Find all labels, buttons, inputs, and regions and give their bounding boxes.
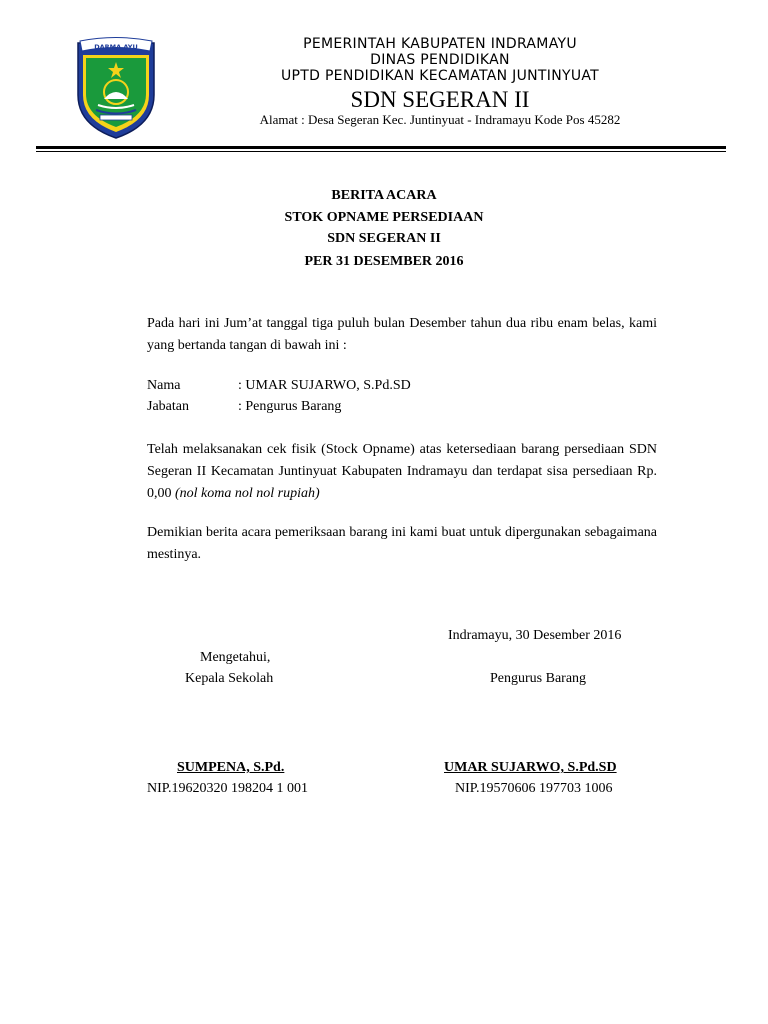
signature-left-nip: NIP.19620320 198204 1 001 <box>147 781 309 796</box>
letterhead-divider-thin <box>36 151 726 152</box>
signature-left-intro: Mengetahui, <box>200 650 271 665</box>
document-period: PER 31 DESEMBER 2016 <box>304 254 464 269</box>
field-nama-value: : UMAR SUJARWO, S.Pd.SD <box>238 378 411 393</box>
statement-text: Telah melaksanakan cek fisik (Stock Opname) atas ketersediaan barang persediaan SDN Segeran II Kecamatan Juntinyuat Kabupaten Indramayu dan terdapat sisa persediaan Rp. 0,00 <box>147 442 657 501</box>
closing-paragraph: Demikian berita acara pemeriksaan barang ini kami buat untuk dipergunakan sebagaimana mestinya. <box>147 525 657 562</box>
signature-right-role: Pengurus Barang <box>490 671 587 686</box>
indramayu-regency-crest-logo <box>74 37 158 141</box>
signature-left-role: Kepala Sekolah <box>185 671 274 686</box>
letterhead-government: PEMERINTAH KABUPATEN INDRAMAYU <box>303 36 577 52</box>
crest-motto: DARMA AYU <box>94 43 138 51</box>
signature-right-nip: NIP.19570606 197703 1006 <box>455 781 613 796</box>
document-subtitle: STOK OPNAME PERSEDIAAN <box>284 210 484 225</box>
field-jabatan <box>147 397 341 417</box>
field-jabatan-value: : Pengurus Barang <box>238 399 342 414</box>
letterhead-divider-thick <box>36 146 726 149</box>
signature-left-name: SUMPENA, S.Pd. <box>177 760 285 775</box>
letterhead-department: DINAS PENDIDIKAN <box>370 52 510 68</box>
field-nama-label: Nama <box>147 378 181 393</box>
place-date: Indramayu, 30 Desember 2016 <box>448 628 622 643</box>
letterhead-address: Alamat : Desa Segeran Kec. Juntinyuat - Indramayu Kode Pos 45282 <box>259 112 621 127</box>
statement-amount-words: (nol koma nol nol rupiah) <box>175 486 320 501</box>
letterhead-school-name: SDN SEGERAN II <box>350 87 530 112</box>
statement-paragraph <box>147 439 657 505</box>
field-jabatan-label: Jabatan <box>147 399 189 414</box>
document-school: SDN SEGERAN II <box>327 231 441 246</box>
opening-paragraph: Pada hari ini Jum’at tanggal tiga puluh bulan Desember tahun dua ribu enam belas, kami yang bertanda tangan di bawah ini : <box>147 316 657 353</box>
signature-right-name: UMAR SUJARWO, S.Pd.SD <box>444 760 617 775</box>
letterhead-uptd: UPTD PENDIDIKAN KECAMATAN JUNTINYUAT <box>280 68 600 84</box>
document-title: BERITA ACARA <box>331 188 437 203</box>
field-nama <box>147 376 411 396</box>
